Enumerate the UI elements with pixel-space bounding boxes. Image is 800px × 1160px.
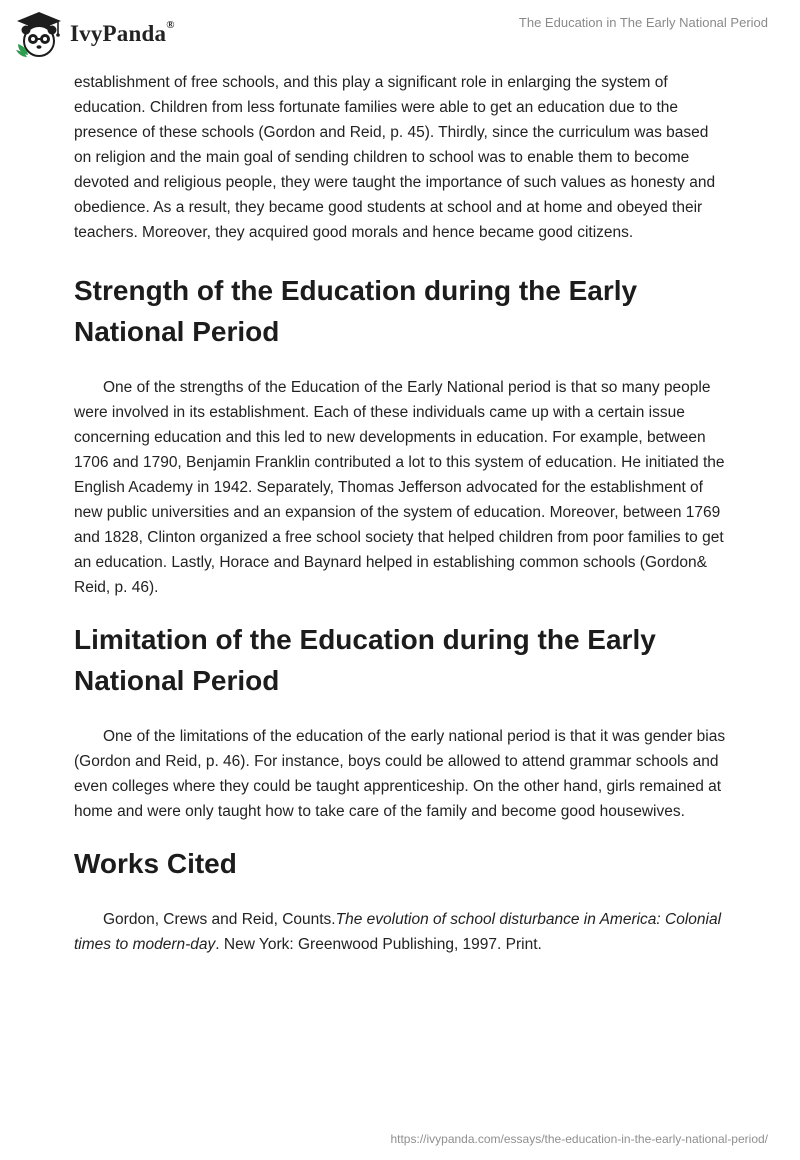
logo-wordmark <box>70 21 175 47</box>
strength-heading: Strength of the Education during the Early National Period <box>74 275 638 347</box>
limitation-heading: Limitation of the Education during the Early National Period <box>74 624 656 696</box>
logo-wordmark-text: IvyPanda <box>70 21 167 46</box>
citation-publication: . New York: Greenwood Publishing, 1997. Print. <box>215 936 542 953</box>
registered-mark: ® <box>166 19 175 31</box>
intro-paragraph: establishment of free schools, and this play a significant role in enlarging the system of education. Children from less fortunate families were able to get an education due to the presence of these schools (Gordon and Reid, p. 45). Thirdly, since the curriculum was based on religion and the main goal of sending children to school was to enable them to become devoted and religious people, they were taught the importance of such values as honesty and obedience. As a result, they became good students at school and at home and obeyed their teachers. Moreover, they acquired good morals and hence became good citizens. <box>74 74 716 241</box>
ivypanda-logo[interactable] <box>14 8 175 60</box>
limitation-paragraph: One of the limitations of the education of the early national period is that it was gender bias (Gordon and Reid, p. 46). For instance, boys could be allowed to attend grammar schools and even colleges where they could be taught apprenticeship. On the other hand, girls remained at home and were only taught how to take care of the family and become good housewives. <box>74 728 726 820</box>
citation-entry <box>74 907 726 957</box>
panda-graduate-icon <box>14 10 64 58</box>
document-title: The Education in The Early National Period <box>518 15 768 30</box>
page-header <box>0 0 800 70</box>
works-cited-heading: Works Cited <box>74 848 237 879</box>
citation-authors: Gordon, Crews and Reid, Counts. <box>103 911 336 928</box>
essay-content <box>74 70 726 957</box>
strength-paragraph: One of the strengths of the Education of the Early National period is that so many people were involved in its establishment. Each of these individuals came up with a certain issue concerning education and this led to new developments in education. For example, between 1706 and 1790, Benjamin Franklin contributed a lot to this system of education. He initiated the English Academy in 1942. Separately, Thomas Jefferson advocated for the establishment of new public universities and an expansion of the system of education. Moreover, between 1769 and 1828, Clinton organized a free school society that helped children from poor families to get an education. Lastly, Horace and Baynard helped in establishing common schools (Gordon& Reid, p. 46). <box>74 379 725 596</box>
citation-title: The evolution of school disturbance in America: Colonial times to modern-day <box>74 911 722 953</box>
source-url[interactable]: https://ivypanda.com/essays/the-education-in-the-early-national-period/ <box>390 1132 768 1146</box>
